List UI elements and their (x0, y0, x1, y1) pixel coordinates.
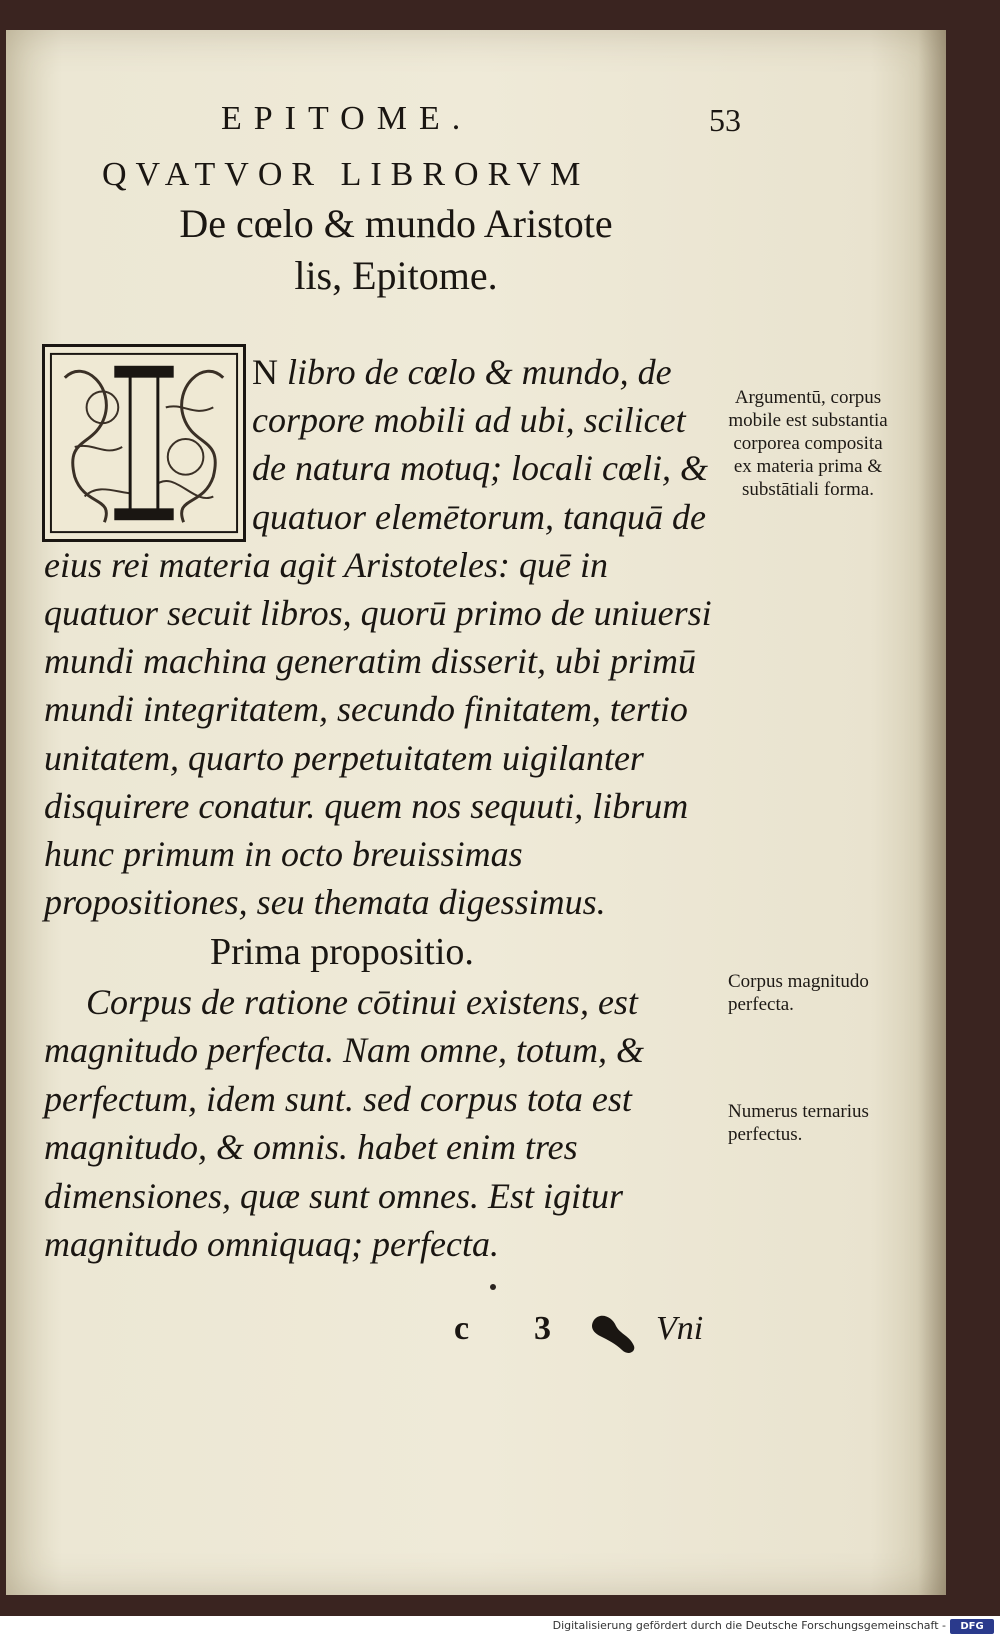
ink-blot (590, 1310, 638, 1356)
margin-note: Corpus magnitudo perfecta. (728, 971, 869, 1015)
page-header (221, 100, 741, 140)
signature-number: 3 (534, 1310, 551, 1347)
proposition-text: Corpus de ratione cōtinui existens, est magnitudo perfecta. Nam omne, totum, & perfectum, idem sunt. sed corpus tota est magnitudo, & omnis. habet enim tres dimensiones, quæ sunt omnes. Est igitur magnitudo omniquaq; perfecta. (44, 982, 644, 1265)
title-line-1: QVATVOR LIBRORVM (102, 156, 590, 193)
body-paragraph (44, 348, 724, 926)
paragraph-lead-letter: N (252, 352, 278, 392)
section-heading: Prima propositio. (210, 931, 474, 973)
paragraph-text: libro de cœlo & mundo, de corpore mobili ad ubi, scilicet de natura motuq; locali cœli, & quatuor elemētorum, tanquā de eius rei materia agit Aristoteles: quē in quatuor secuit libros, quorū primo de uniuersi mundi machina generatim disserit, ubi primū mundi integritatem, secundo finitatem, tertio unitatem, quarto perpetuitatem uigilanter disquirere conatur. quem nos sequuti, librum hunc primum in octo breuissimas propositiones, seu themata digessimus. (44, 352, 712, 923)
margin-note: Argumentū, corpus mobile est substantia corporea composita ex materia prima & substātiali forma. (728, 387, 888, 500)
signature-letter: c (454, 1310, 470, 1347)
title-line-2: De cœlo & mundo Aristote (179, 201, 613, 246)
dfg-logo: DFG (950, 1619, 994, 1634)
margin-note: Numerus ternarius perfectus. (728, 1101, 869, 1145)
running-title: EPITOME. (221, 100, 473, 137)
page-gutter-shadow (918, 30, 946, 1595)
ink-speck (490, 1284, 496, 1290)
book-page (6, 30, 946, 1595)
catchword: Vni (656, 1310, 704, 1347)
title-line-3: lis, Epitome. (294, 253, 498, 298)
digitization-footer (0, 1616, 1000, 1638)
funding-credit: Digitalisierung gefördert durch die Deutsche Forschungsgemeinschaft - (552, 1619, 946, 1632)
page-number: 53 (709, 102, 741, 138)
